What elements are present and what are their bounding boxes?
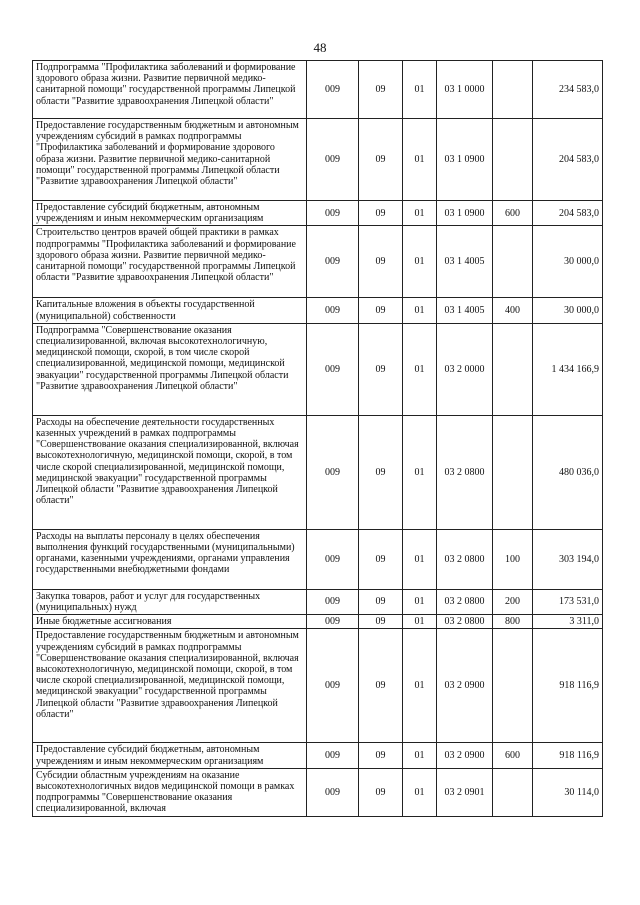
amount: 30 114,0 — [533, 768, 603, 816]
ministry-code: 009 — [307, 119, 359, 201]
row-name: Предоставление государственным бюджетным и автономным учреждениям субсидий в рамках подпрограммы "Профилактика заболеваний и формирование здорового образа жизни. Развитие первичной медико-санитарной помощи" государственной программы Липецкой области "Развитие здравоохранения Липецкой области" — [33, 119, 307, 201]
subsection-code: 01 — [403, 589, 437, 614]
row-name: Капитальные вложения в объекты государственной (муниципальной) собственности — [33, 298, 307, 323]
target-code: 03 1 0900 — [437, 119, 493, 201]
target-code: 03 1 0000 — [437, 61, 493, 119]
amount: 918 116,9 — [533, 743, 603, 768]
amount: 204 583,0 — [533, 119, 603, 201]
subsection-code: 01 — [403, 226, 437, 298]
ministry-code: 009 — [307, 743, 359, 768]
row-name: Закупка товаров, работ и услуг для государственных (муниципальных) нужд — [33, 589, 307, 614]
table-row — [33, 226, 603, 298]
subsection-code: 01 — [403, 415, 437, 529]
subsection-code: 01 — [403, 529, 437, 589]
target-code: 03 2 0900 — [437, 743, 493, 768]
amount: 918 116,9 — [533, 629, 603, 743]
amount: 30 000,0 — [533, 298, 603, 323]
section-code: 09 — [359, 298, 403, 323]
expense-type-code: 800 — [493, 615, 533, 629]
ministry-code: 009 — [307, 201, 359, 226]
expense-type-code: 600 — [493, 201, 533, 226]
target-code: 03 1 4005 — [437, 298, 493, 323]
subsection-code: 01 — [403, 298, 437, 323]
ministry-code: 009 — [307, 629, 359, 743]
table-row — [33, 415, 603, 529]
table-row — [33, 768, 603, 816]
section-code: 09 — [359, 768, 403, 816]
target-code: 03 1 0900 — [437, 201, 493, 226]
subsection-code: 01 — [403, 201, 437, 226]
section-code: 09 — [359, 629, 403, 743]
table-row — [33, 615, 603, 629]
expense-type-code: 400 — [493, 298, 533, 323]
target-code: 03 2 0800 — [437, 415, 493, 529]
expense-type-code: 100 — [493, 529, 533, 589]
target-code: 03 2 0901 — [437, 768, 493, 816]
ministry-code: 009 — [307, 61, 359, 119]
amount: 3 311,0 — [533, 615, 603, 629]
section-code: 09 — [359, 323, 403, 415]
budget-table — [32, 60, 603, 817]
table-row — [33, 743, 603, 768]
amount: 173 531,0 — [533, 589, 603, 614]
row-name: Расходы на выплаты персоналу в целях обеспечения выполнения функций государственными (муниципальными) органами, казенными учреждениями, органами управления государственными внебюджетными фондами — [33, 529, 307, 589]
section-code: 09 — [359, 743, 403, 768]
subsection-code: 01 — [403, 615, 437, 629]
target-code: 03 2 0800 — [437, 589, 493, 614]
target-code: 03 1 4005 — [437, 226, 493, 298]
ministry-code: 009 — [307, 768, 359, 816]
section-code: 09 — [359, 119, 403, 201]
amount: 30 000,0 — [533, 226, 603, 298]
section-code: 09 — [359, 226, 403, 298]
table-row — [33, 119, 603, 201]
row-name: Субсидии областным учреждениям на оказание высокотехнологичных видов медицинской помощи в рамках подпрограммы "Совершенствование оказания специализированной, включая — [33, 768, 307, 816]
expense-type-code — [493, 768, 533, 816]
section-code: 09 — [359, 589, 403, 614]
amount: 204 583,0 — [533, 201, 603, 226]
budget-table-body — [33, 61, 603, 817]
amount: 303 194,0 — [533, 529, 603, 589]
ministry-code: 009 — [307, 298, 359, 323]
table-row — [33, 589, 603, 614]
subsection-code: 01 — [403, 119, 437, 201]
subsection-code: 01 — [403, 768, 437, 816]
table-row — [33, 629, 603, 743]
expense-type-code: 600 — [493, 743, 533, 768]
amount: 234 583,0 — [533, 61, 603, 119]
ministry-code: 009 — [307, 615, 359, 629]
row-name: Расходы на обеспечение деятельности государственных казенных учреждений в рамках подпрограммы "Совершенствование оказания специализированной, включая высокотехнологичную, медицинской помощи, скорой, в том числе скорой специализированной, медицинской помощи, медицинской эвакуации" государственной программы Липецкой области "Развитие здравоохранения Липецкой области" — [33, 415, 307, 529]
target-code: 03 2 0000 — [437, 323, 493, 415]
section-code: 09 — [359, 201, 403, 226]
expense-type-code — [493, 415, 533, 529]
expense-type-code — [493, 61, 533, 119]
expense-type-code — [493, 119, 533, 201]
section-code: 09 — [359, 615, 403, 629]
subsection-code: 01 — [403, 61, 437, 119]
ministry-code: 009 — [307, 323, 359, 415]
table-row — [33, 61, 603, 119]
table-row — [33, 201, 603, 226]
section-code: 09 — [359, 529, 403, 589]
ministry-code: 009 — [307, 415, 359, 529]
expense-type-code: 200 — [493, 589, 533, 614]
row-name: Предоставление государственным бюджетным и автономным учреждениям субсидий в рамках подпрограммы "Совершенствование оказания специализированной, включая высокотехнологичную, медицинской помощи, скорой, в том числе скорой специализированной, медицинской помощи, медицинской эвакуации" государственной программы Липецкой области "Развитие здравоохранения Липецкой области" — [33, 629, 307, 743]
target-code: 03 2 0900 — [437, 629, 493, 743]
expense-type-code — [493, 323, 533, 415]
row-name: Иные бюджетные ассигнования — [33, 615, 307, 629]
section-code: 09 — [359, 61, 403, 119]
amount: 480 036,0 — [533, 415, 603, 529]
ministry-code: 009 — [307, 529, 359, 589]
amount: 1 434 166,9 — [533, 323, 603, 415]
expense-type-code — [493, 226, 533, 298]
section-code: 09 — [359, 415, 403, 529]
table-row — [33, 323, 603, 415]
expense-type-code — [493, 629, 533, 743]
ministry-code: 009 — [307, 589, 359, 614]
row-name: Подпрограмма "Совершенствование оказания специализированной, включая высокотехнологичную, медицинской помощи, скорой, в том числе скорой специализированной, медицинской помощи, медицинской эвакуации" государственной программы Липецкой области "Развитие здравоохранения Липецкой области" — [33, 323, 307, 415]
row-name: Строительство центров врачей общей практики в рамках подпрограммы "Профилактика заболеваний и формирование здорового образа жизни. Развитие первичной медико-санитарной помощи" государственной программы Липецкой области "Развитие здравоохранения Липецкой области" — [33, 226, 307, 298]
subsection-code: 01 — [403, 629, 437, 743]
ministry-code: 009 — [307, 226, 359, 298]
subsection-code: 01 — [403, 743, 437, 768]
table-row — [33, 529, 603, 589]
target-code: 03 2 0800 — [437, 529, 493, 589]
page-number: 48 — [313, 40, 327, 55]
row-name: Подпрограмма "Профилактика заболеваний и формирование здорового образа жизни. Развитие первичной медико-санитарной помощи" государственной программы Липецкой области "Развитие здравоохранения Липецкой области" — [33, 61, 307, 119]
row-name: Предоставление субсидий бюджетным, автономным учреждениям и иным некоммерческим организациям — [33, 743, 307, 768]
target-code: 03 2 0800 — [437, 615, 493, 629]
row-name: Предоставление субсидий бюджетным, автономным учреждениям и иным некоммерческим организациям — [33, 201, 307, 226]
subsection-code: 01 — [403, 323, 437, 415]
table-row — [33, 298, 603, 323]
